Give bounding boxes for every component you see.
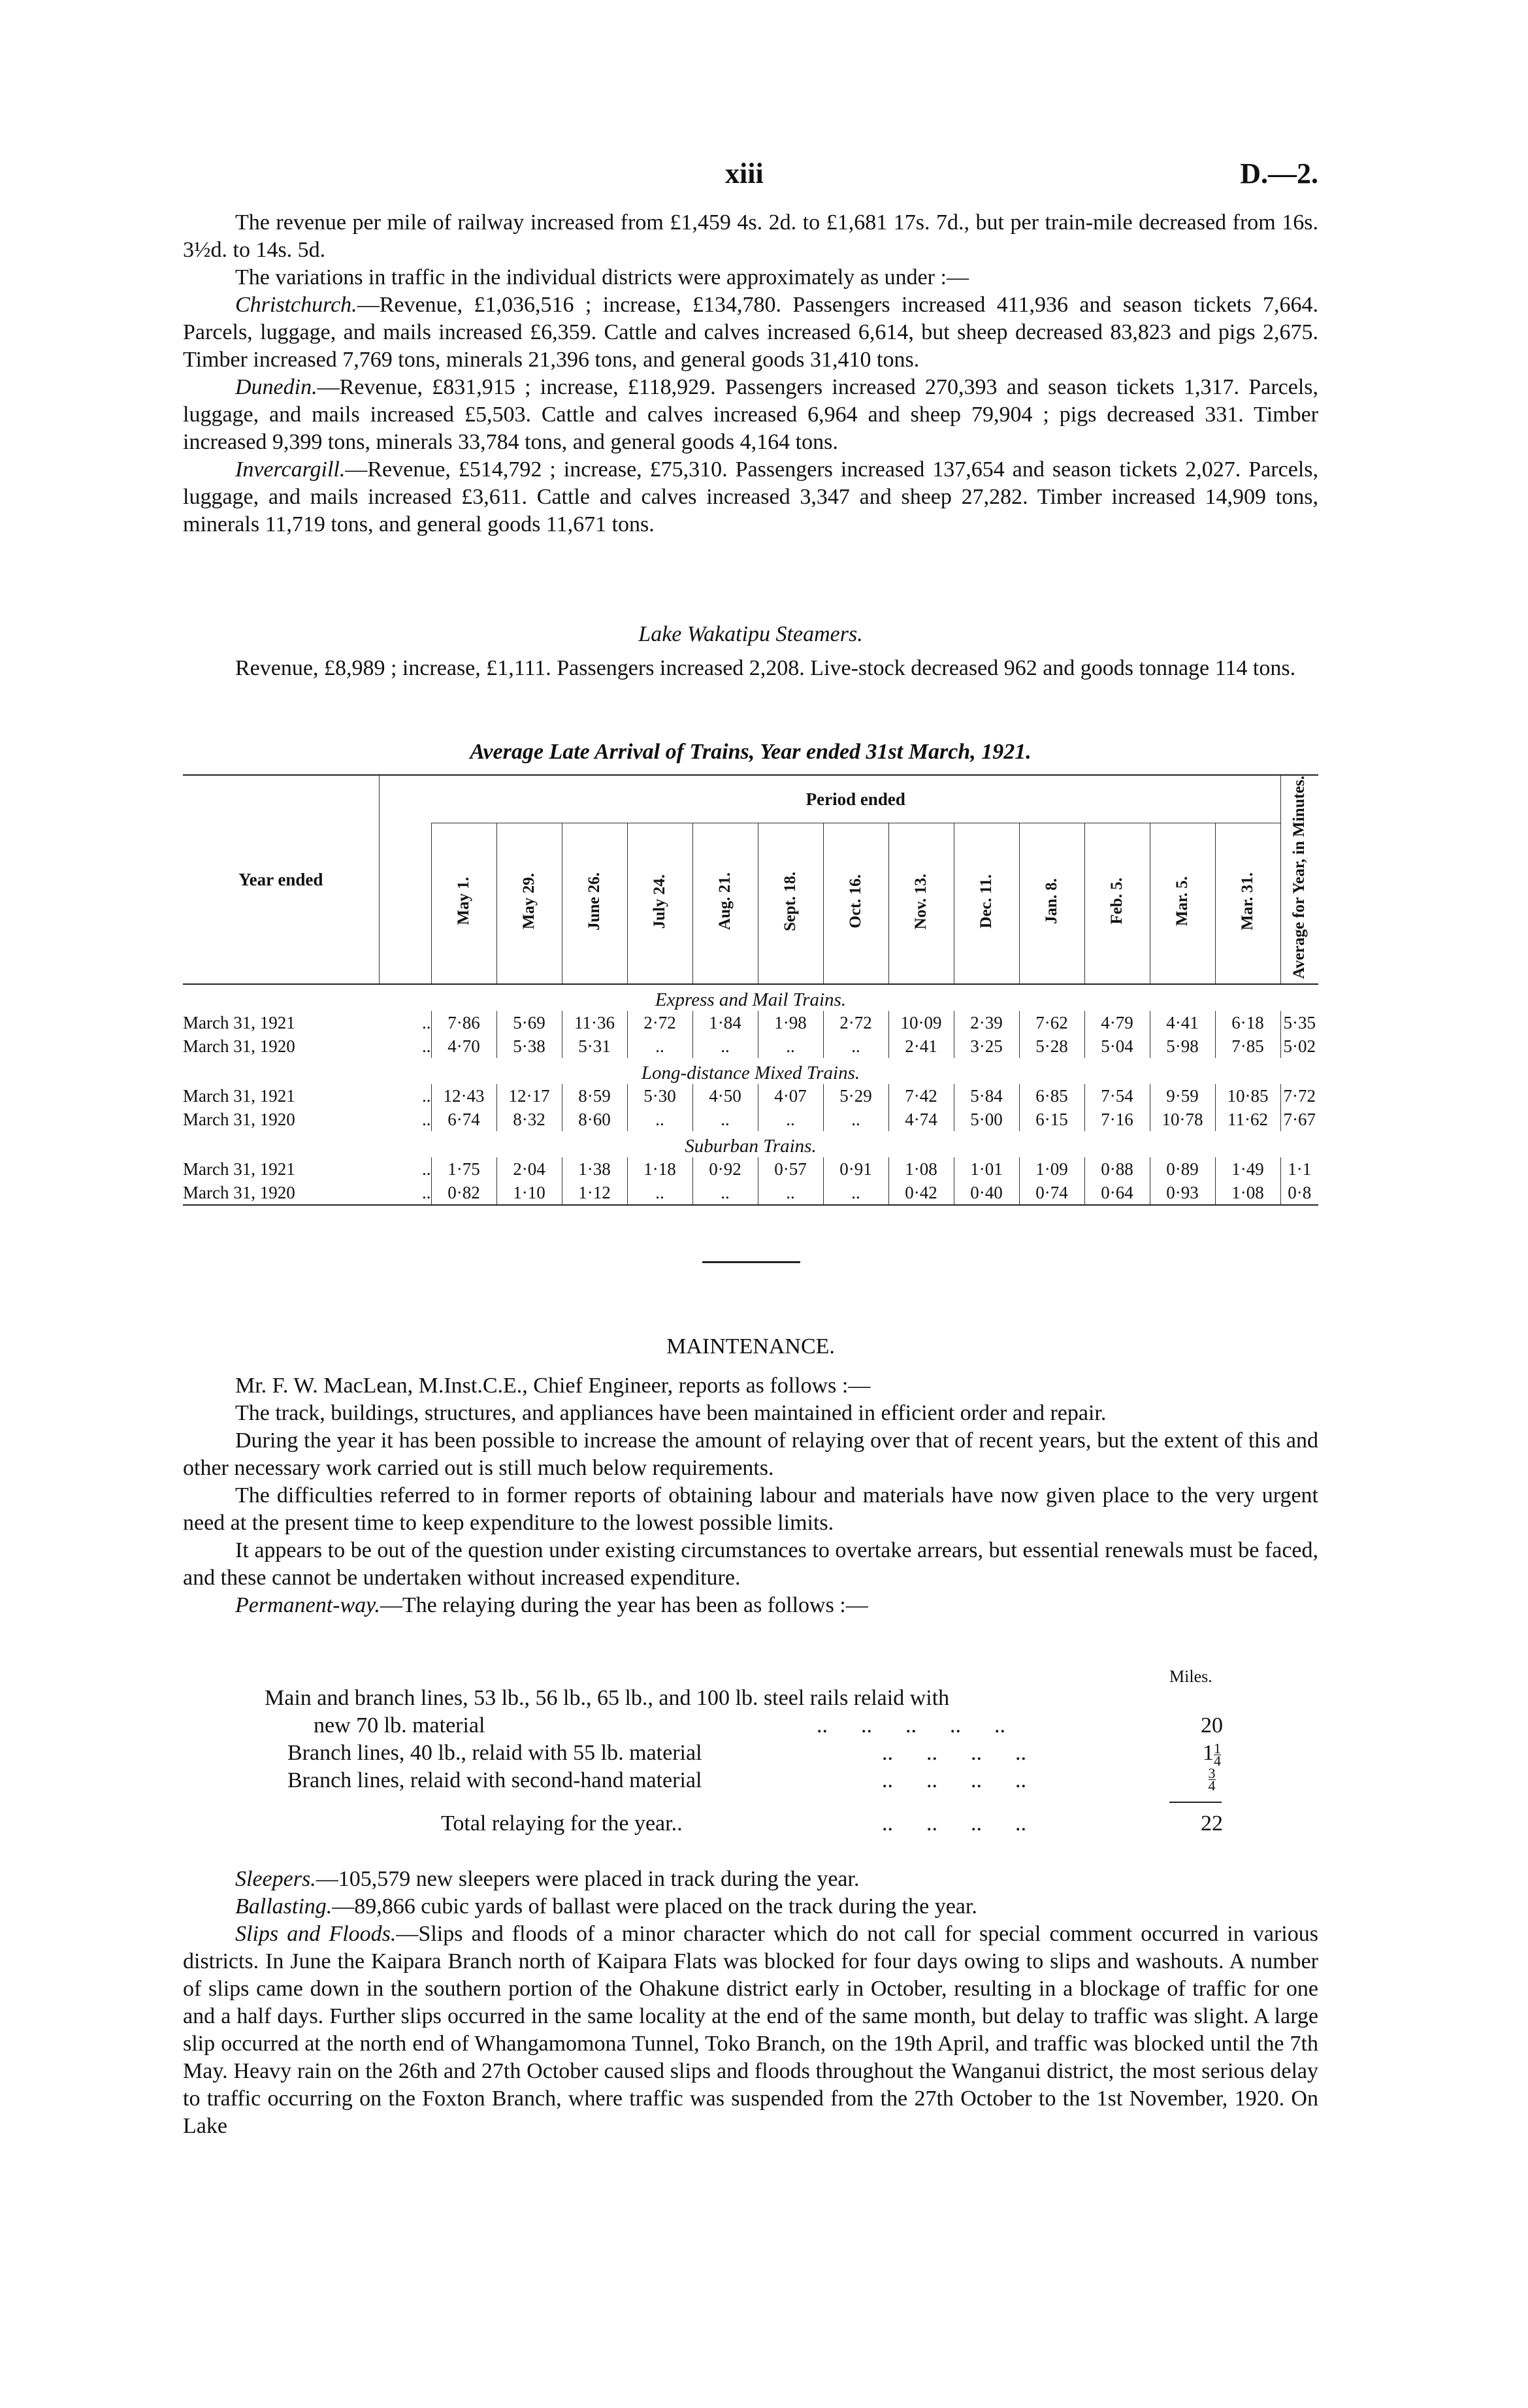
fraction-three-quarters: $\frac{3}{4}$ <box>1208 1764 1216 1794</box>
table-cell: 1·12 <box>562 1181 627 1205</box>
average-cell: 0·8 <box>1280 1181 1318 1205</box>
relay-total-value: 22 <box>1201 1811 1223 1836</box>
period-header <box>823 823 888 984</box>
period-label: Jan. 8. <box>1043 878 1060 925</box>
average-header-cell <box>1280 775 1318 984</box>
maintenance-section <box>183 1333 1318 1619</box>
relay-item-3-label: Branch lines, relaid with second-hand material <box>287 1768 702 1792</box>
relay-item-3-value <box>1182 1764 1241 1792</box>
average-header: Average for Year, in Minutes. <box>1290 776 1309 980</box>
table-cell: 10·09 <box>888 1011 954 1034</box>
table-cell: 1·10 <box>496 1181 562 1205</box>
period-label: Sept. 18. <box>781 871 799 931</box>
table-row <box>183 1034 1318 1058</box>
row-leader-dots: .. <box>422 1109 431 1129</box>
relay-item-2-value: 1 $\frac{1}{4}$ <box>1203 1740 1221 1769</box>
table-row <box>183 1181 1318 1205</box>
relay-item-1-dots: .. .. .. .. .. <box>817 1713 1005 1738</box>
table-cell: 6·74 <box>431 1108 496 1131</box>
table-cell: 6·18 <box>1215 1011 1280 1034</box>
relaying-list <box>183 1663 1318 1846</box>
table-cell: 7·16 <box>1084 1108 1150 1131</box>
maintenance-para-3: During the year it has been possible to increase the amount of relaying over that of recent years, but the extent of this and other necessary work carried out is still much below requirements. <box>183 1428 1318 1480</box>
table-cell: 1·01 <box>954 1157 1019 1181</box>
period-header <box>1215 823 1280 984</box>
table-cell: 5·69 <box>496 1011 562 1034</box>
table-cell: 3·25 <box>954 1034 1019 1058</box>
table-cell: 8·59 <box>562 1084 627 1108</box>
relay-item-3-dots: .. .. .. .. <box>882 1768 1026 1792</box>
table-cell: 0·82 <box>431 1181 496 1205</box>
table-cell: 1·08 <box>1215 1181 1280 1205</box>
table-cell: 1·75 <box>431 1157 496 1181</box>
table-cell: 10·78 <box>1150 1108 1215 1131</box>
table-cell: 5·38 <box>496 1034 562 1058</box>
table-cell: 1·08 <box>888 1157 954 1181</box>
table-cell: .. <box>627 1181 692 1205</box>
row-year: March 31, 1920 <box>183 1109 295 1129</box>
period-label: Mar. 31. <box>1239 872 1256 931</box>
row-year: March 31, 1921 <box>183 1085 295 1106</box>
page-header <box>183 157 1318 196</box>
row-leader-dots: .. <box>422 1159 431 1179</box>
period-label: Oct. 16. <box>847 874 864 929</box>
table-cell: 9·59 <box>1150 1084 1215 1108</box>
table-cell: 0·40 <box>954 1181 1019 1205</box>
period-label: Mar. 5. <box>1173 876 1191 927</box>
table-cell: 0·64 <box>1084 1181 1150 1205</box>
table-cell: 1·09 <box>1019 1157 1084 1181</box>
table-cell: 0·42 <box>888 1181 954 1205</box>
section-heading: Suburban Trains. <box>685 1136 817 1157</box>
period-header <box>888 823 954 984</box>
period-label: May 1. <box>455 877 472 926</box>
table-cell: 6·15 <box>1019 1108 1084 1131</box>
table-cell: 5·28 <box>1019 1034 1084 1058</box>
table-row <box>183 1157 1318 1181</box>
table-cell: .. <box>758 1034 823 1058</box>
table-cell: 11·36 <box>562 1011 627 1034</box>
period-header <box>1084 823 1150 984</box>
table-cell: 4·74 <box>888 1108 954 1131</box>
relay-total-dots: .. .. .. .. <box>882 1811 1026 1836</box>
average-cell: 7·72 <box>1280 1084 1318 1108</box>
table-cell: 7·62 <box>1019 1011 1084 1034</box>
period-label: June 26. <box>585 872 603 931</box>
relay-item-1-value: 20 <box>1201 1713 1223 1738</box>
table-row <box>183 1084 1318 1108</box>
revenue-paragraph: The revenue per mile of railway increased from £1,459 4s. 2d. to £1,681 17s. 7d., but per train-mile decreased from 16s. 3½d. to 14s. 5d. <box>183 210 1318 262</box>
table-cell: 0·74 <box>1019 1181 1084 1205</box>
average-cell: 1·1 <box>1280 1157 1318 1181</box>
table-cell: 4·50 <box>692 1084 758 1108</box>
section-heading: Long-distance Mixed Trains. <box>641 1063 860 1084</box>
maintenance-para-4: The difficulties referred to in former reports of obtaining labour and materials have now given place to the very urgent need at the present time to keep expenditure to the lowest possible limits. <box>183 1483 1318 1535</box>
period-header <box>954 823 1019 984</box>
table-cell: 2·41 <box>888 1034 954 1058</box>
section-divider <box>702 1261 800 1263</box>
lake-section <box>183 621 1318 682</box>
relay-item-1-line1: Main and branch lines, 53 lb., 56 lb., 65 lb., and 100 lb. steel rails relaid with <box>265 1686 950 1710</box>
fraction-one-quarter: $\frac{1}{4}$ <box>1214 1740 1221 1769</box>
year-ended-header: Year ended <box>238 869 323 889</box>
period-header <box>1019 823 1084 984</box>
period-header <box>758 823 823 984</box>
district-dunedin: Dunedin.—Revenue, £831,915 ; increase, £118,929. Passengers increased 270,393 and season tickets 1,317. Parcels, luggage, and mails increased £5,503. Cattle and calves increased 6,964 and sheep 79,904 ; pigs decreased 331. Timber increased 9,399 tons, minerals 33,784 tons, and general goods 4,164 tons. <box>183 375 1318 454</box>
table-cell: 4·41 <box>1150 1011 1215 1034</box>
maintenance-details <box>183 1866 1318 2140</box>
period-label: May 29. <box>520 873 538 930</box>
maintenance-para-5: It appears to be out of the question under existing circumstances to overtake arrears, but essential renewals must be faced, and these cannot be undertaken without increased expenditure. <box>183 1538 1318 1590</box>
table-cell: 11·62 <box>1215 1108 1280 1131</box>
relay-item-2-label: Branch lines, 40 lb., relaid with 55 lb. material <box>287 1741 702 1765</box>
table-cell: 0·89 <box>1150 1157 1215 1181</box>
table-cell: 0·92 <box>692 1157 758 1181</box>
table-cell: 5·31 <box>562 1034 627 1058</box>
row-year: March 31, 1921 <box>183 1159 295 1179</box>
table-cell: 5·04 <box>1084 1034 1150 1058</box>
district-christchurch: Christchurch.—Revenue, £1,036,516 ; increase, £134,780. Passengers increased 411,936 and season tickets 7,664. Parcels, luggage, and mails increased £6,359. Cattle and calves increased 6,614, but sheep decreased 83,823 and pigs 2,675. Timber increased 7,769 tons, minerals 21,396 tons, and general goods 31,410 tons. <box>183 293 1318 372</box>
intro-section <box>183 209 1318 538</box>
table-cell: 0·57 <box>758 1157 823 1181</box>
average-cell: 5·02 <box>1280 1034 1318 1058</box>
period-label: July 24. <box>651 874 668 929</box>
table-cell: 7·86 <box>431 1011 496 1034</box>
table-cell: 4·07 <box>758 1084 823 1108</box>
table-cell: 12·17 <box>496 1084 562 1108</box>
relay-item-1-line2: new 70 lb. material <box>314 1713 485 1738</box>
table-cell: 2·04 <box>496 1157 562 1181</box>
variations-paragraph: The variations in traffic in the individual districts were approximately as under :— <box>235 265 969 289</box>
table-cell: .. <box>692 1108 758 1131</box>
table-cell: 7·42 <box>888 1084 954 1108</box>
table-cell: 0·88 <box>1084 1157 1150 1181</box>
table-cell: 12·43 <box>431 1084 496 1108</box>
maintenance-para-1: Mr. F. W. MacLean, M.Inst.C.E., Chief Engineer, reports as follows :— <box>235 1374 871 1398</box>
table-cell: .. <box>823 1181 888 1205</box>
table-cell: 2·72 <box>627 1011 692 1034</box>
period-label: Aug. 21. <box>716 872 734 931</box>
period-ended-header: Period ended <box>431 775 1280 823</box>
lake-heading: Lake Wakatipu Steamers. <box>638 622 863 646</box>
average-cell: 5·35 <box>1280 1011 1318 1034</box>
late-arrival-table-wrap <box>183 774 1318 1206</box>
table-cell: 4·79 <box>1084 1011 1150 1034</box>
table-cell: 0·93 <box>1150 1181 1215 1205</box>
table-cell: 5·29 <box>823 1084 888 1108</box>
period-header <box>1150 823 1215 984</box>
period-header <box>562 823 627 984</box>
relay-total-rule <box>1169 1802 1222 1803</box>
table-cell: 1·49 <box>1215 1157 1280 1181</box>
average-cell: 7·67 <box>1280 1108 1318 1131</box>
table-cell: 1·84 <box>692 1011 758 1034</box>
row-leader-dots: .. <box>422 1182 431 1202</box>
district-invercargill: Invercargill.—Revenue, £514,792 ; increase, £75,310. Passengers increased 137,654 and season tickets 2,027. Parcels, luggage, and mails increased £3,611. Cattle and calves increased 3,347 and sheep 27,282. Timber increased 14,909 tons, minerals 11,719 tons, and general goods 11,671 tons. <box>183 457 1318 536</box>
relay-total-label: Total relaying for the year.. <box>441 1811 683 1836</box>
period-header <box>627 823 692 984</box>
relay-item-2-dots: .. .. .. .. <box>882 1741 1026 1765</box>
table-cell: .. <box>692 1034 758 1058</box>
table-cell: 5·30 <box>627 1084 692 1108</box>
table-row <box>183 1108 1318 1131</box>
sleepers-paragraph: Sleepers.—105,579 new sleepers were placed in track during the year. <box>235 1867 860 1891</box>
table-cell: 7·85 <box>1215 1034 1280 1058</box>
table-cell: 1·18 <box>627 1157 692 1181</box>
maintenance-heading: MAINTENANCE. <box>666 1334 835 1359</box>
slips-paragraph: Slips and Floods.—Slips and floods of a minor character which do not call for special comment occurred in various districts. In June the Kaipara Branch north of Kaipara Flats was blocked for four days owing to slips and washouts. A number of slips came down in the southern portion of the Ohakune district early in October, resulting in a blockage of traffic for one and a half days. Further slips occurred in the same locality at the end of the same month, but delay to traffic was slight. A large slip occurred at the north end of Whangamomona Tunnel, Toko Branch, on the 19th April, and traffic was blocked until the 7th May. Heavy rain on the 26th and 27th October caused slips and floods throughout the Wanganui district, the most serious delay to traffic occurring on the Foxton Branch, where traffic was suspended from the 27th October to the 1st November, 1920. On Lake <box>183 1922 1318 2138</box>
row-leader-dots: .. <box>422 1085 431 1106</box>
period-label: Feb. 5. <box>1108 878 1126 925</box>
table-cell: .. <box>758 1181 823 1205</box>
maintenance-para-2: The track, buildings, structures, and appliances have been maintained in efficient order and repair. <box>235 1401 1107 1425</box>
table-cell: .. <box>758 1108 823 1131</box>
table-cell: 2·72 <box>823 1011 888 1034</box>
row-year: March 31, 1920 <box>183 1036 295 1056</box>
permanent-way-paragraph: Permanent-way.—The relaying during the year has been as follows :— <box>235 1593 868 1617</box>
row-year: March 31, 1920 <box>183 1182 295 1202</box>
row-leader-dots: .. <box>422 1012 431 1032</box>
section-heading: Express and Mail Trains. <box>655 989 847 1011</box>
table-cell: .. <box>627 1108 692 1131</box>
table-cell: 7·54 <box>1084 1084 1150 1108</box>
table-cell: 4·70 <box>431 1034 496 1058</box>
ballasting-paragraph: Ballasting.—89,866 cubic yards of ballast were placed on the track during the year. <box>235 1894 977 1919</box>
late-arrival-table <box>183 774 1318 1206</box>
table-cell: .. <box>823 1034 888 1058</box>
table-row <box>183 1011 1318 1034</box>
table-cell: .. <box>627 1034 692 1058</box>
table-cell: .. <box>823 1108 888 1131</box>
table-cell: 10·85 <box>1215 1084 1280 1108</box>
relay-unit: Miles. <box>1169 1667 1212 1686</box>
table-cell: 8·32 <box>496 1108 562 1131</box>
period-label: Dec. 11. <box>977 874 995 929</box>
table-cell: .. <box>692 1181 758 1205</box>
document-reference: D.—2. <box>1240 157 1318 190</box>
table-cell: 5·84 <box>954 1084 1019 1108</box>
table-cell: 1·98 <box>758 1011 823 1034</box>
table-cell: 5·98 <box>1150 1034 1215 1058</box>
row-leader-dots: .. <box>422 1036 431 1056</box>
table-cell: 1·38 <box>562 1157 627 1181</box>
period-header <box>496 823 562 984</box>
row-year: March 31, 1921 <box>183 1012 295 1032</box>
table-cell: 6·85 <box>1019 1084 1084 1108</box>
table-cell: 2·39 <box>954 1011 1019 1034</box>
period-header <box>692 823 758 984</box>
page-number: xiii <box>725 157 764 190</box>
table-cell: 5·00 <box>954 1108 1019 1131</box>
lake-paragraph: Revenue, £8,989 ; increase, £1,111. Passengers increased 2,208. Live-stock decreased 962 and goods tonnage 114 tons. <box>235 656 1296 680</box>
late-table-title: Average Late Arrival of Trains, Year ended 31st March, 1921. <box>470 740 1032 764</box>
period-header <box>431 823 496 984</box>
period-label: Nov. 13. <box>912 873 930 929</box>
table-cell: 0·91 <box>823 1157 888 1181</box>
table-cell: 8·60 <box>562 1108 627 1131</box>
